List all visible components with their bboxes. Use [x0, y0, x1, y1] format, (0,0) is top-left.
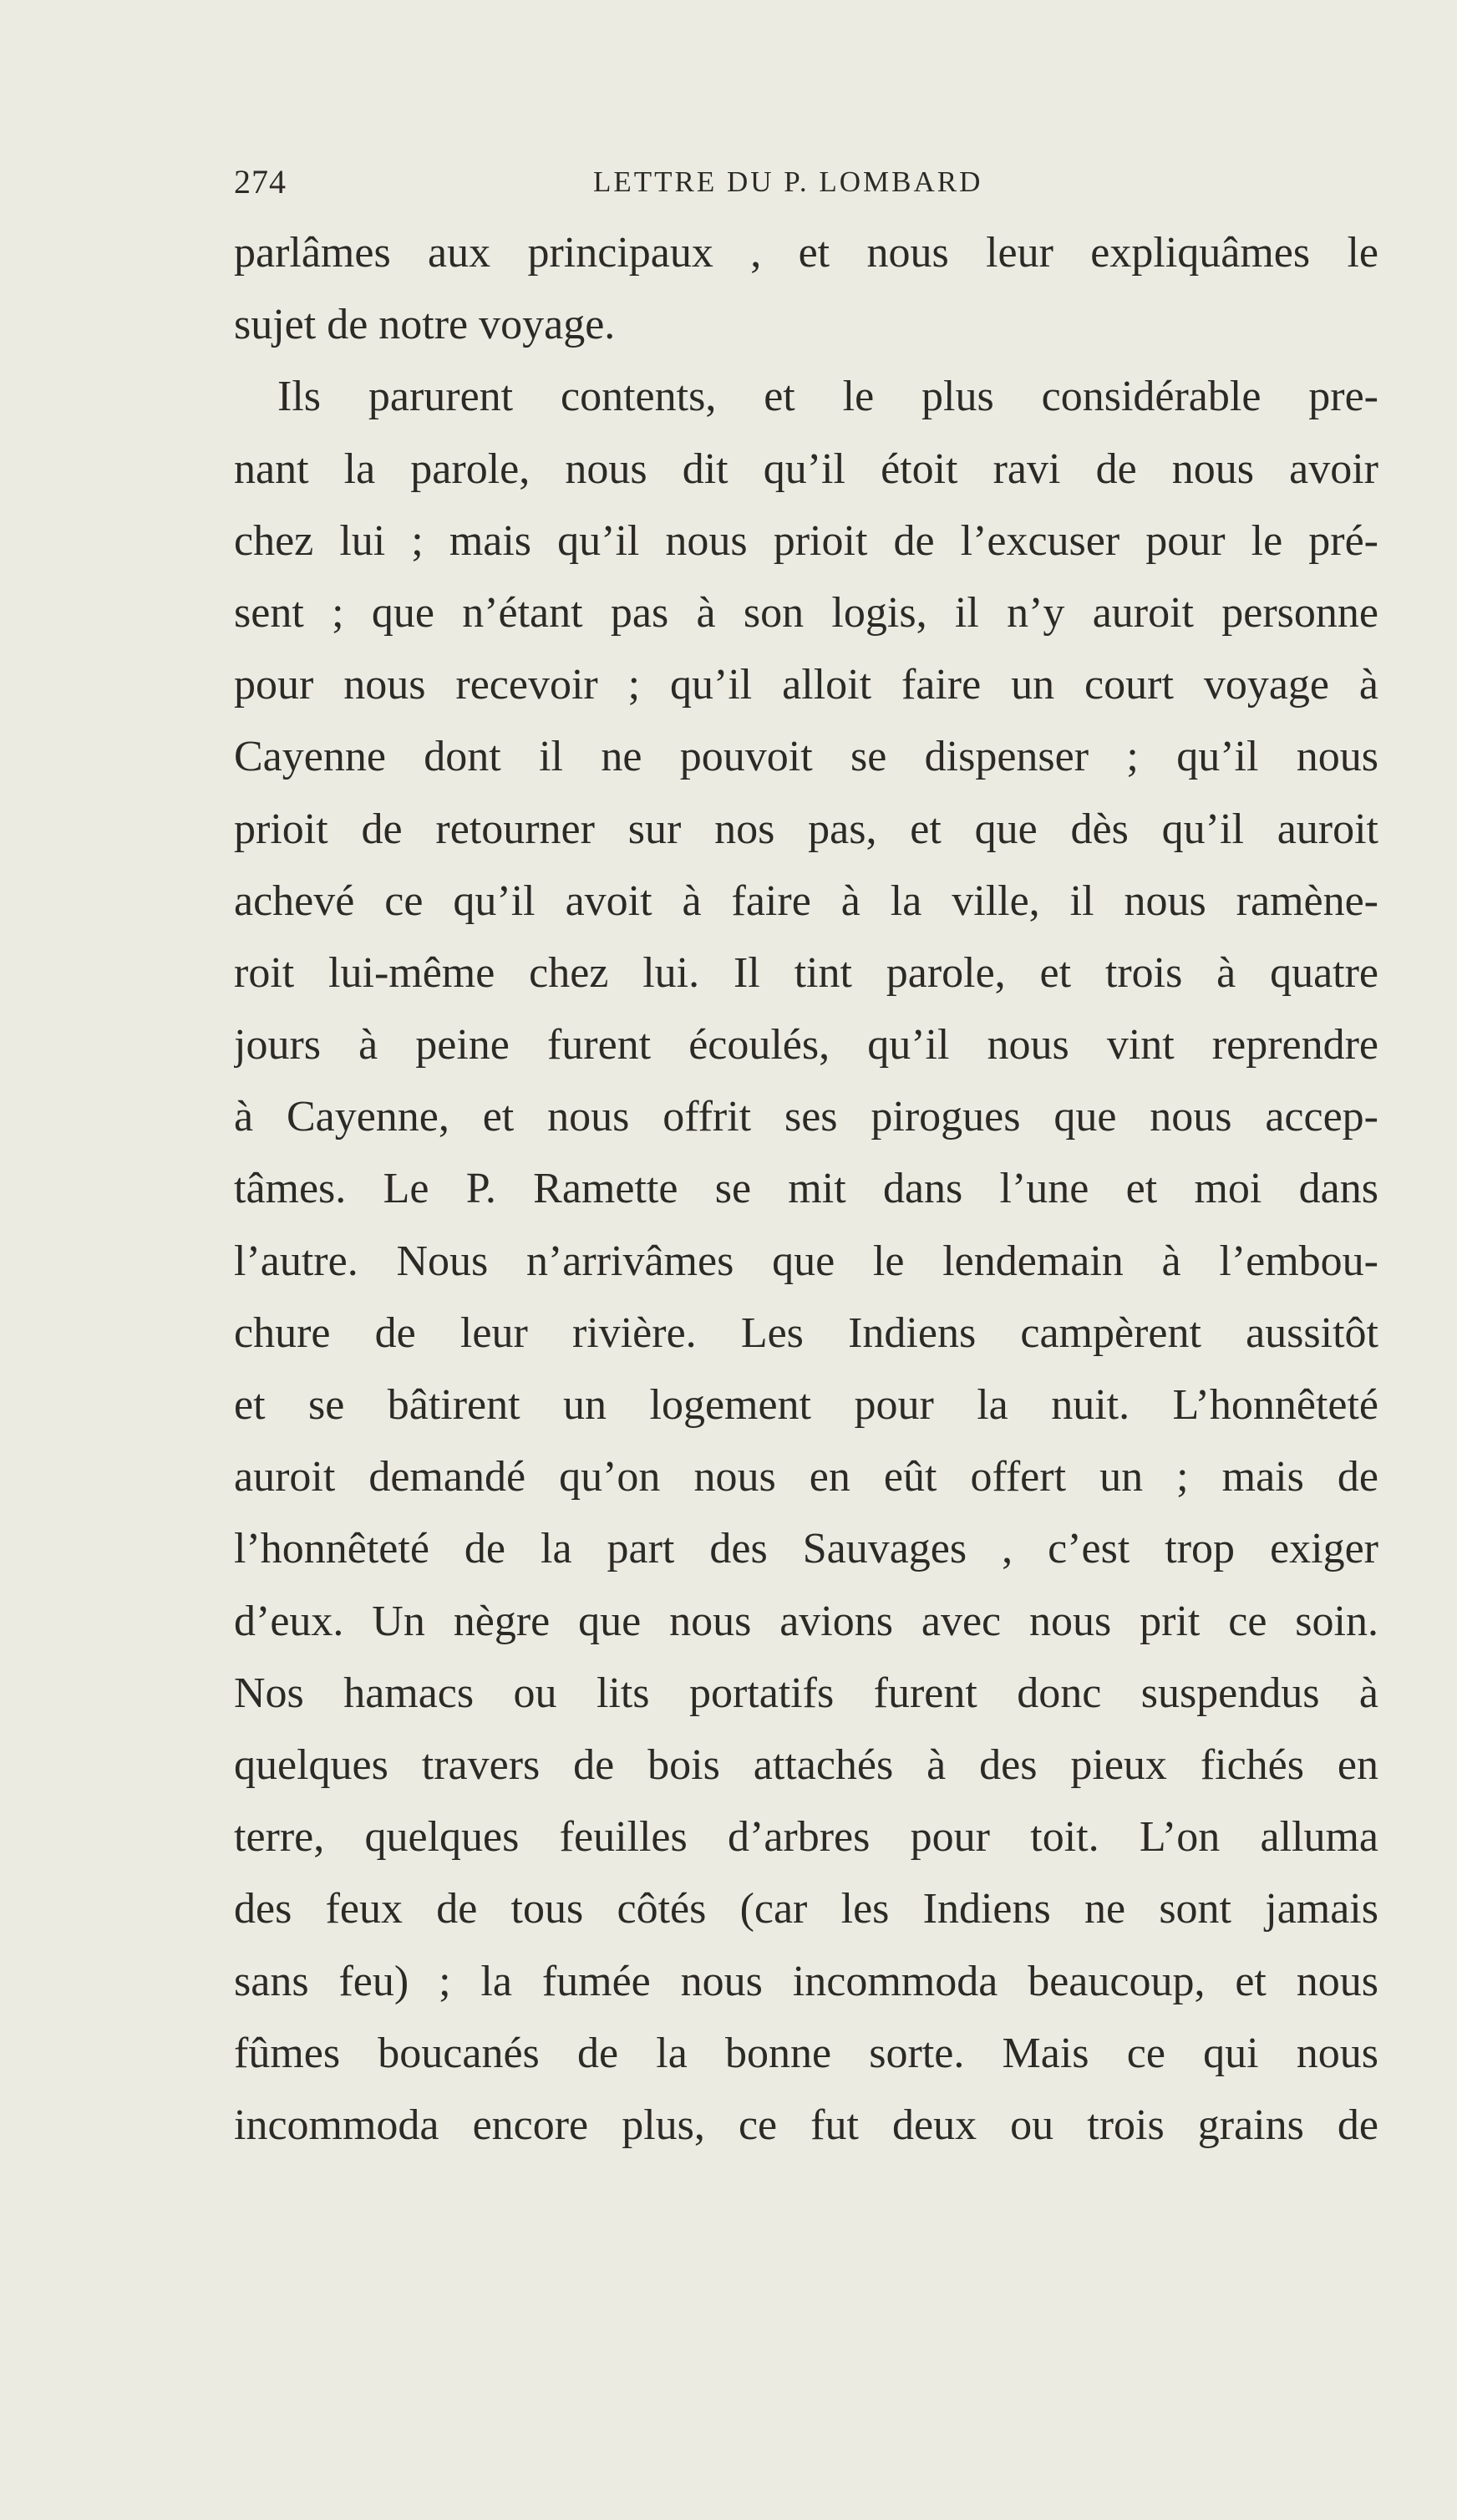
text-line: et se bâtirent un logement pour la nuit. L’honnêteté — [234, 1381, 1378, 1429]
text-line: parlâmes aux principaux , et nous leur expliquâmes le — [234, 229, 1378, 277]
text-line: Cayenne dont il ne pouvoit se dispenser ; qu’il nous — [234, 733, 1378, 781]
text-line: jours à peine furent écoulés, qu’il nous vint reprendre — [234, 1021, 1378, 1069]
text-line: auroit demandé qu’on nous en eût offert un ; mais de — [234, 1453, 1378, 1501]
text-line: l’autre. Nous n’arrivâmes que le lendemain à l’embou- — [234, 1237, 1378, 1285]
text-line: roit lui-même chez lui. Il tint parole, et trois à quatre — [234, 948, 1378, 997]
text-line: Ils parurent contents, et le plus considérable pre- — [277, 373, 1378, 421]
text-line: sujet de notre voyage. — [234, 301, 616, 349]
text-line: d’eux. Un nègre que nous avions avec nous prit ce soin. — [234, 1597, 1378, 1645]
text-line: fûmes boucanés de la bonne sorte. Mais ce qui nous — [234, 2029, 1378, 2077]
page-number: 274 — [234, 163, 287, 201]
page-header — [234, 157, 1378, 207]
text-line: pour nous recevoir ; qu’il alloit faire un court voyage à — [234, 661, 1378, 709]
text-line: Nos hamacs ou lits portatifs furent donc suspendus à — [234, 1669, 1378, 1717]
text-line: sent ; que n’étant pas à son logis, il n’y auroit personne — [234, 588, 1378, 637]
text-line: à Cayenne, et nous offrit ses pirogues que nous accep- — [234, 1093, 1378, 1141]
body-text — [234, 217, 1378, 2162]
text-line: achevé ce qu’il avoit à faire à la ville, il nous ramène- — [234, 876, 1378, 925]
text-line: l’honnêteté de la part des Sauvages , c’est trop exiger — [234, 1525, 1378, 1573]
text-line: prioit de retourner sur nos pas, et que dès qu’il auroit — [234, 805, 1378, 853]
running-head: LETTRE DU P. LOMBARD — [593, 165, 983, 198]
text-line: chure de leur rivière. Les Indiens campèrent aussitôt — [234, 1308, 1378, 1357]
text-line: nant la parole, nous dit qu’il étoit ravi de nous avoir — [234, 445, 1378, 493]
text-line: sans feu) ; la fumée nous incommoda beaucoup, et nous — [234, 1957, 1378, 2005]
text-line: tâmes. Le P. Ramette se mit dans l’une et moi dans — [234, 1165, 1378, 1213]
text-line: incommoda encore plus, ce fut deux ou trois grains de — [234, 2101, 1378, 2149]
text-line: terre, quelques feuilles d’arbres pour toit. L’on alluma — [234, 1813, 1378, 1862]
text-line: chez lui ; mais qu’il nous prioit de l’excuser pour le pré- — [234, 516, 1378, 565]
text-line: des feux de tous côtés (car les Indiens ne sont jamais — [234, 1885, 1378, 1933]
text-line: quelques travers de bois attachés à des pieux fichés en — [234, 1740, 1378, 1789]
